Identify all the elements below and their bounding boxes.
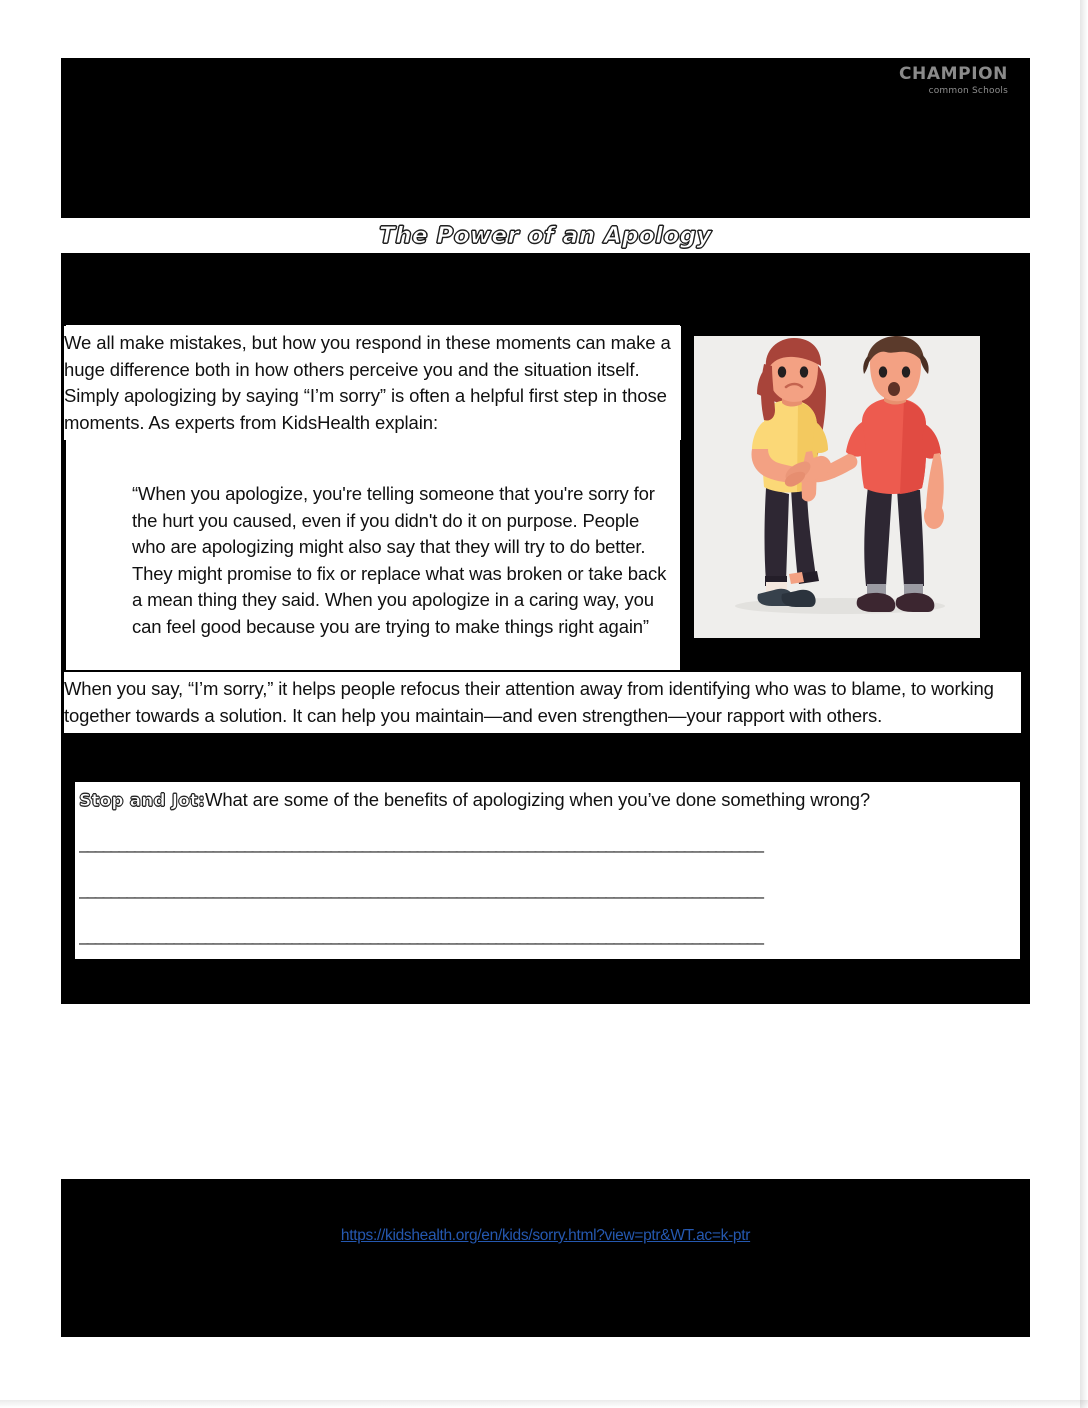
source-link-row — [61, 1227, 1030, 1245]
intro-paragraph: We all make mistakes, but how you respond in these moments can make a huge difference both in how others perceive you and the situation itself. Simply apologizing by saying “I’m sorry” is often a helpful first step in those moments. As experts from KidsHealth explain: — [64, 332, 671, 433]
body-paragraph-2-block — [64, 672, 1021, 733]
stop-and-jot-block — [75, 782, 1020, 959]
logo-secondary-text: common Schools — [928, 85, 1008, 96]
kidshealth-quote-block — [124, 477, 680, 646]
title-strip — [61, 218, 1030, 253]
page-edge-shadow-right — [1080, 0, 1088, 1408]
logo-primary-text: CHAMPION — [898, 64, 1008, 84]
answer-lines-group[interactable] — [79, 821, 1020, 959]
stop-and-jot-question-text: What are some of the benefits of apologizing when you’ve done something wrong? — [205, 789, 871, 810]
stop-and-jot-question-row — [79, 786, 1020, 815]
stop-and-jot-label: Stop and Jot: — [79, 791, 206, 811]
page-edge-shadow-bottom — [0, 1400, 1088, 1408]
champion-logo — [899, 66, 1008, 96]
blank-white-area — [61, 1004, 1030, 1179]
page-title: The Power of an Apology — [379, 222, 712, 249]
quote-text: “When you apologize, you're telling someone that you're sorry for the hurt you caused, even if you didn't do it on purpose. People who are apologizing might also say that they will try to do better. They might promise to fix or replace what was broken or take back a mean thing they said. When you apologize in a caring way, you can feel good because you are trying to make things right again” — [132, 483, 667, 637]
answer-line[interactable]: _______________________________________________________________________________________ — [79, 926, 763, 945]
answer-line[interactable]: _______________________________________________________________________________________ — [79, 834, 763, 853]
header-redaction-band — [61, 58, 1030, 218]
footer-redaction-band — [61, 1179, 1030, 1337]
subtitle-redaction-band — [61, 253, 1030, 325]
body-paragraph-2: When you say, “I’m sorry,” it helps people refocus their attention away from identifying who was to blame, to working together towards a solution. It can help you maintain—and even strengthen—your rapport with others. — [64, 678, 994, 726]
intro-paragraph-block — [64, 326, 681, 440]
kidshealth-source-link[interactable]: https://kidshealth.org/en/kids/sorry.html?view=ptr&WT.ac=k-ptr — [340, 1227, 751, 1244]
body-paragraph-2-band — [61, 670, 1030, 754]
answer-line[interactable]: _______________________________________________________________________________________ — [79, 880, 763, 899]
two-kids-apologizing-illustration — [694, 336, 980, 638]
